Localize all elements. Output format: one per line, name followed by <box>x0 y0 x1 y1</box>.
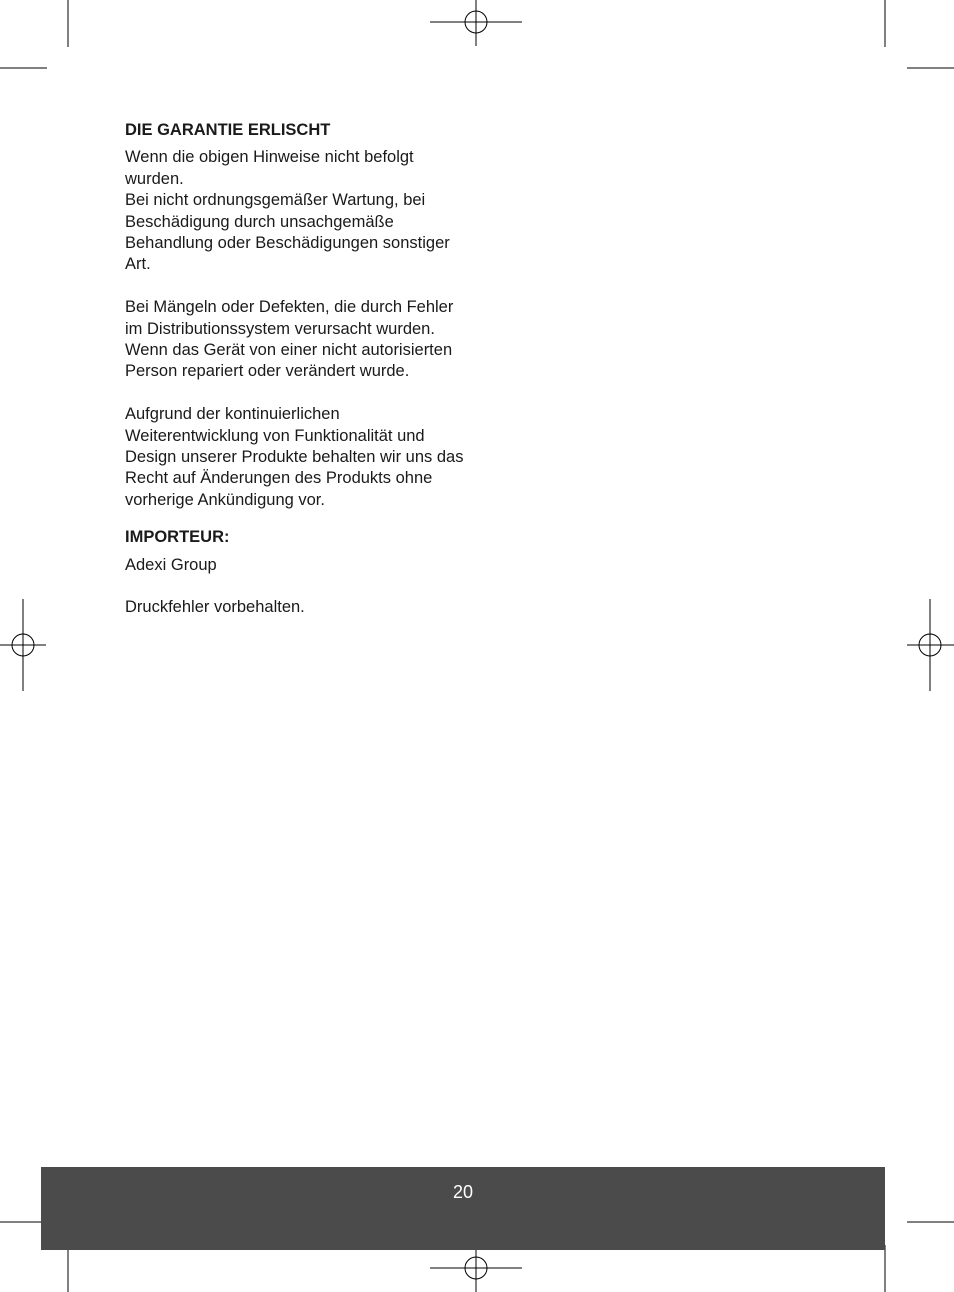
spacer <box>125 383 475 404</box>
registration-mark-bottom <box>430 1245 522 1292</box>
footer-bar <box>41 1167 885 1250</box>
importer-heading: IMPORTEUR: <box>125 528 230 547</box>
warranty-condition-maintenance: Bei nicht ordnungsgemäßer Wartung, bei Beschädigung durch unsachgemäße Behandlung oder Beschädigungen sonstiger Art. <box>125 191 450 274</box>
manual-page-content <box>125 120 475 619</box>
warranty-heading: DIE GARANTIE ERLISCHT <box>125 121 331 139</box>
warranty-condition-instructions: Wenn die obigen Hinweise nicht befolgt wurden. <box>125 148 414 188</box>
misprint-disclaimer: Druckfehler vorbehalten. <box>125 598 305 617</box>
warranty-condition-distribution: Bei Mängeln oder Defekten, die durch Fehler im Distributionssystem verursacht wurden. <box>125 298 454 338</box>
page-number: 20 <box>452 1182 474 1202</box>
importer-name: Adexi Group <box>125 555 217 574</box>
spacer <box>125 276 475 297</box>
spacer <box>125 511 475 527</box>
registration-mark-left <box>0 599 46 691</box>
product-change-notice: Aufgrund der kontinuierlichen Weiterentwicklung von Funktionalität und Design unserer Produkte behalten wir uns das Recht auf Änderungen des Produkts ohne vorherige Ankündigung vor. <box>125 405 464 509</box>
registration-mark-top <box>430 0 522 46</box>
warranty-condition-unauthorized-repair: Wenn das Gerät von einer nicht autorisierten Person repariert oder verändert wurde. <box>125 341 453 381</box>
registration-mark-right <box>907 599 954 691</box>
spacer <box>125 576 475 597</box>
